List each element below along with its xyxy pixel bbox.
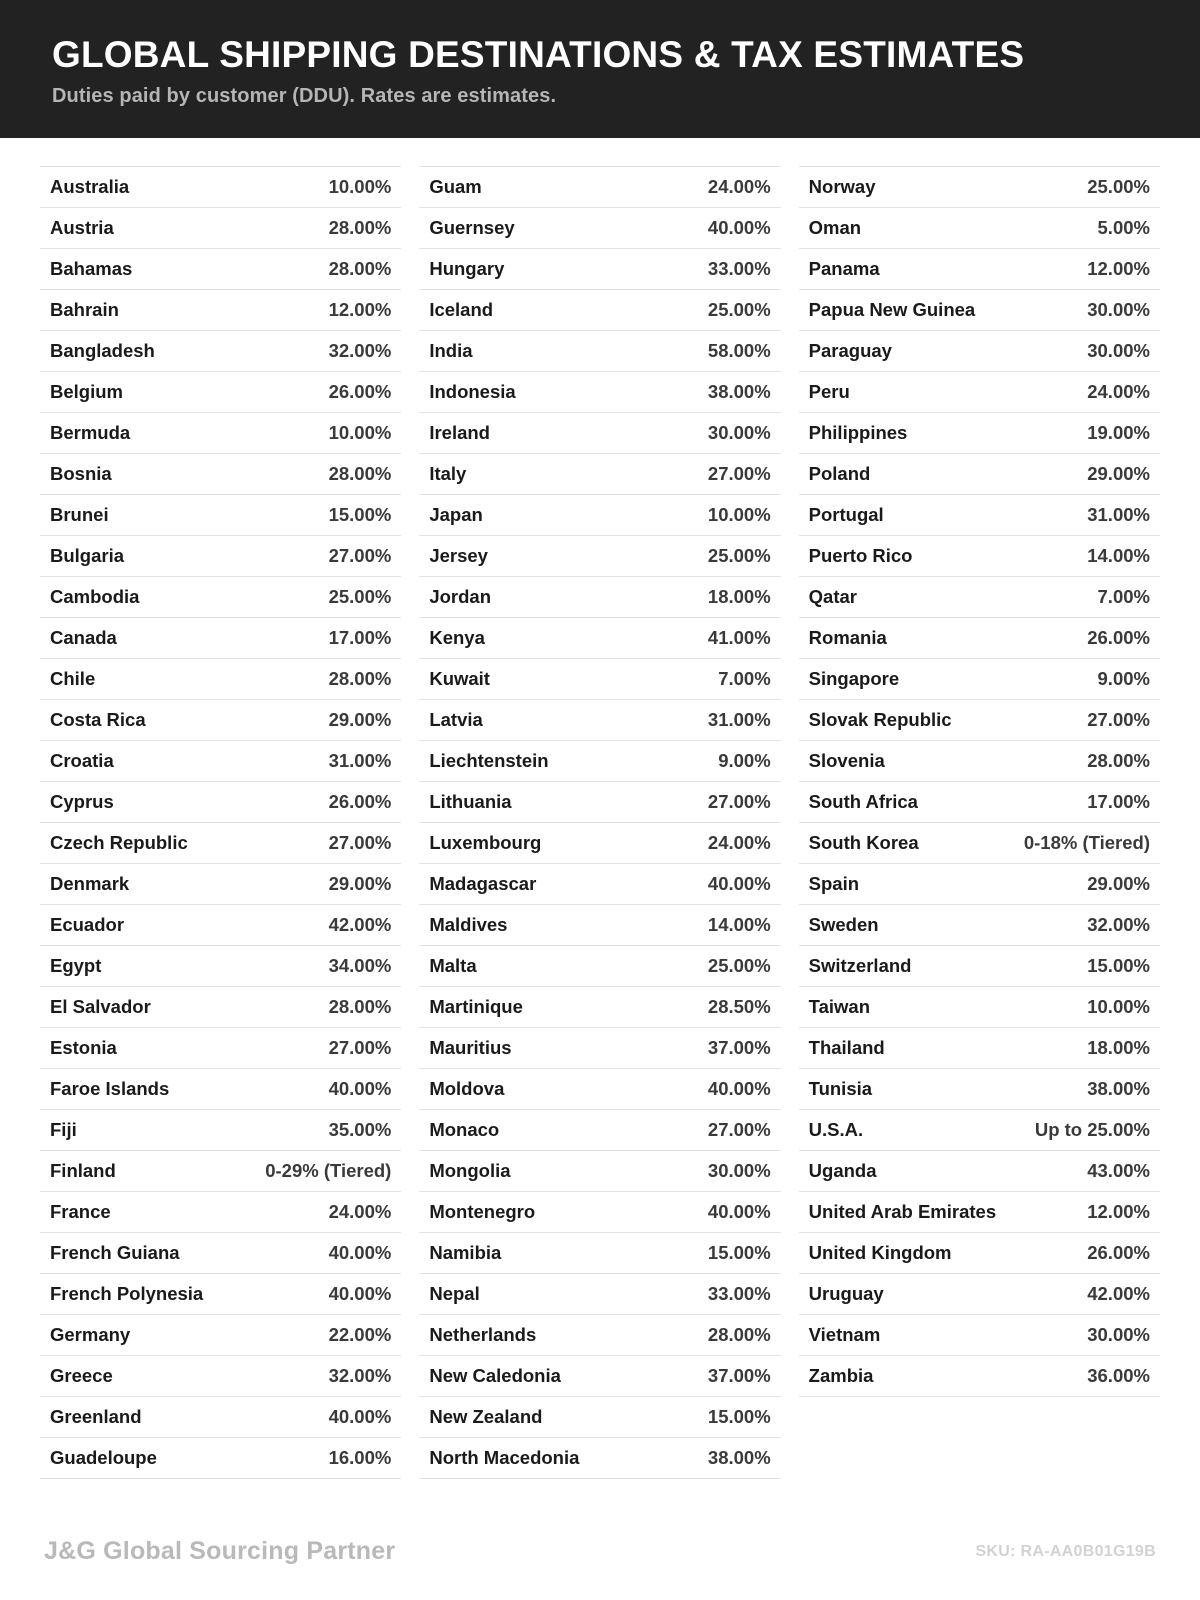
- tax-rate: 58.00%: [707, 340, 771, 362]
- tax-rate: 25.00%: [707, 545, 771, 567]
- page-footer: [0, 1519, 1200, 1600]
- tax-rate: 25.00%: [1087, 176, 1150, 198]
- country-name: Mongolia: [429, 1160, 511, 1182]
- tax-rate: 27.00%: [328, 1037, 392, 1059]
- table-row: [40, 782, 401, 823]
- country-name: Faroe Islands: [50, 1078, 170, 1100]
- country-name: Ireland: [429, 422, 490, 444]
- country-name: Lithuania: [429, 791, 512, 813]
- table-row: [40, 1274, 401, 1315]
- table-row: [40, 1315, 401, 1356]
- table-row: [419, 372, 780, 413]
- table-row: [799, 1274, 1160, 1315]
- country-name: Cambodia: [50, 586, 140, 608]
- tax-rate: 43.00%: [1087, 1160, 1150, 1182]
- table-row: [799, 1192, 1160, 1233]
- table-row: [799, 659, 1160, 700]
- tax-rate: 14.00%: [707, 914, 771, 936]
- country-name: Papua New Guinea: [808, 299, 976, 321]
- country-name: Chile: [50, 668, 96, 690]
- tax-rate: 17.00%: [328, 627, 392, 649]
- table-row: [419, 864, 780, 905]
- tax-rate: 38.00%: [707, 381, 771, 403]
- country-name: Brunei: [50, 504, 109, 526]
- country-name: United Kingdom: [808, 1242, 952, 1264]
- tax-rate: 22.00%: [328, 1324, 392, 1346]
- country-name: Germany: [50, 1324, 131, 1346]
- tax-rate: 27.00%: [328, 545, 392, 567]
- country-name: Slovenia: [808, 750, 885, 772]
- tax-rate: 28.00%: [1087, 750, 1150, 772]
- tax-rate: 9.00%: [718, 750, 771, 772]
- country-name: Nepal: [429, 1283, 480, 1305]
- country-name: Kenya: [429, 627, 485, 649]
- country-name: Costa Rica: [50, 709, 146, 731]
- table-row: [799, 1356, 1160, 1397]
- country-name: Finland: [50, 1160, 116, 1182]
- tax-rate: 28.50%: [707, 996, 771, 1018]
- tax-rate: 28.00%: [328, 217, 392, 239]
- tax-rate: 24.00%: [328, 1201, 392, 1223]
- country-name: Austria: [50, 217, 114, 239]
- tax-rate: 10.00%: [707, 504, 771, 526]
- country-name: Thailand: [808, 1037, 885, 1059]
- tax-rate: 30.00%: [707, 422, 771, 444]
- tax-rate: 32.00%: [1087, 914, 1150, 936]
- tax-rate: 0-29% (Tiered): [265, 1160, 392, 1182]
- table-row: [799, 454, 1160, 495]
- tax-rate: 15.00%: [328, 504, 392, 526]
- table-row: [40, 249, 401, 290]
- tax-rate: 38.00%: [707, 1447, 771, 1469]
- country-name: Qatar: [808, 586, 857, 608]
- tax-rate: 12.00%: [1087, 1201, 1150, 1223]
- rates-column: [419, 166, 780, 1479]
- table-row: [419, 331, 780, 372]
- tax-rate: 32.00%: [328, 340, 392, 362]
- country-name: Slovak Republic: [808, 709, 952, 731]
- tax-rate: 30.00%: [1087, 299, 1150, 321]
- country-name: Kuwait: [429, 668, 490, 690]
- table-row: [419, 1069, 780, 1110]
- country-name: Spain: [808, 873, 860, 895]
- country-name: Bulgaria: [50, 545, 125, 567]
- tax-rate: 18.00%: [707, 586, 771, 608]
- country-name: South Africa: [808, 791, 918, 813]
- tax-rate: 29.00%: [328, 873, 392, 895]
- tax-rate: 27.00%: [1087, 709, 1150, 731]
- table-row: [799, 495, 1160, 536]
- tax-rate: 31.00%: [1087, 504, 1150, 526]
- tax-rate: 10.00%: [328, 422, 392, 444]
- country-name: Puerto Rico: [808, 545, 913, 567]
- table-row: [419, 987, 780, 1028]
- table-row: [40, 618, 401, 659]
- table-row: [40, 1356, 401, 1397]
- table-row: [419, 618, 780, 659]
- tax-rate: 29.00%: [328, 709, 392, 731]
- country-name: South Korea: [808, 832, 919, 854]
- tax-rate: 7.00%: [718, 668, 771, 690]
- table-row: [40, 1069, 401, 1110]
- tax-rate: 34.00%: [328, 955, 392, 977]
- country-name: Croatia: [50, 750, 114, 772]
- country-name: Poland: [808, 463, 871, 485]
- table-row: [799, 905, 1160, 946]
- country-name: Canada: [50, 627, 117, 649]
- tax-rate: 26.00%: [328, 381, 392, 403]
- tax-rate: 24.00%: [707, 832, 771, 854]
- country-name: Liechtenstein: [429, 750, 549, 772]
- country-name: United Arab Emirates: [808, 1201, 997, 1223]
- tax-rate: 5.00%: [1097, 217, 1150, 239]
- table-row: [40, 1233, 401, 1274]
- table-row: [40, 331, 401, 372]
- tax-rate: 29.00%: [1087, 463, 1150, 485]
- tax-rate: 42.00%: [1087, 1283, 1150, 1305]
- tax-rate: 28.00%: [328, 668, 392, 690]
- table-row: [419, 208, 780, 249]
- table-row: [40, 905, 401, 946]
- tax-rate: 27.00%: [707, 791, 771, 813]
- country-name: Sweden: [808, 914, 879, 936]
- country-name: Guam: [429, 176, 482, 198]
- tax-rate: 28.00%: [707, 1324, 771, 1346]
- country-name: Madagascar: [429, 873, 537, 895]
- country-name: Switzerland: [808, 955, 912, 977]
- country-name: Taiwan: [808, 996, 870, 1018]
- table-row: [419, 1233, 780, 1274]
- table-row: [799, 864, 1160, 905]
- country-name: French Guiana: [50, 1242, 180, 1264]
- tax-rate: 10.00%: [1087, 996, 1150, 1018]
- country-name: New Zealand: [429, 1406, 543, 1428]
- tax-rate: 40.00%: [707, 1201, 771, 1223]
- table-row: [419, 1438, 780, 1479]
- table-row: [419, 1192, 780, 1233]
- country-name: Singapore: [808, 668, 900, 690]
- table-row: [40, 372, 401, 413]
- table-row: [40, 495, 401, 536]
- table-row: [40, 700, 401, 741]
- tax-rate: 31.00%: [707, 709, 771, 731]
- tax-rate: 30.00%: [1087, 340, 1150, 362]
- table-row: [799, 987, 1160, 1028]
- country-name: Bermuda: [50, 422, 131, 444]
- table-row: [40, 1438, 401, 1479]
- page-title: GLOBAL SHIPPING DESTINATIONS & TAX ESTIMATES: [52, 34, 1025, 75]
- tax-rate: Up to 25.00%: [1034, 1119, 1150, 1141]
- table-row: [799, 1233, 1160, 1274]
- footer-sku: SKU: RA-AA0B01G19B: [975, 1543, 1156, 1560]
- tax-rate: 16.00%: [328, 1447, 392, 1469]
- table-row: [40, 823, 401, 864]
- country-name: Iceland: [429, 299, 494, 321]
- tax-rate: 40.00%: [328, 1406, 392, 1428]
- table-row: [799, 249, 1160, 290]
- table-row: [419, 700, 780, 741]
- table-row: [40, 454, 401, 495]
- tax-rate: 24.00%: [707, 176, 771, 198]
- tax-rate: 12.00%: [1087, 258, 1150, 280]
- country-name: Czech Republic: [50, 832, 188, 854]
- table-row: [799, 536, 1160, 577]
- tax-rate: 35.00%: [328, 1119, 392, 1141]
- country-name: Maldives: [429, 914, 508, 936]
- table-row: [419, 905, 780, 946]
- tax-rate: 29.00%: [1087, 873, 1150, 895]
- table-row: [419, 536, 780, 577]
- tax-rate: 26.00%: [328, 791, 392, 813]
- table-row: [419, 1315, 780, 1356]
- country-name: Martinique: [429, 996, 523, 1018]
- tax-rate: 42.00%: [328, 914, 392, 936]
- country-name: Vietnam: [808, 1324, 881, 1346]
- tax-rate: 25.00%: [328, 586, 392, 608]
- table-row: [419, 1110, 780, 1151]
- table-row: [40, 987, 401, 1028]
- country-name: Belgium: [50, 381, 123, 403]
- rates-column: [40, 166, 401, 1479]
- tax-rate: 38.00%: [1087, 1078, 1150, 1100]
- table-row: [799, 1110, 1160, 1151]
- table-row: [799, 823, 1160, 864]
- table-row: [799, 741, 1160, 782]
- table-row: [40, 864, 401, 905]
- rates-columns: [40, 166, 1160, 1479]
- country-name: El Salvador: [50, 996, 151, 1018]
- country-name: Latvia: [429, 709, 483, 731]
- country-name: Bahamas: [50, 258, 133, 280]
- table-row: [40, 208, 401, 249]
- country-name: Philippines: [808, 422, 908, 444]
- tax-rate: 28.00%: [328, 258, 392, 280]
- country-name: Monaco: [429, 1119, 500, 1141]
- country-name: French Polynesia: [50, 1283, 204, 1305]
- table-row: [799, 946, 1160, 987]
- country-name: Peru: [808, 381, 850, 403]
- tax-rate: 40.00%: [707, 873, 771, 895]
- tax-rate: 28.00%: [328, 463, 392, 485]
- country-name: Oman: [808, 217, 862, 239]
- country-name: Montenegro: [429, 1201, 536, 1223]
- tax-rate: 27.00%: [328, 832, 392, 854]
- table-row: [419, 1356, 780, 1397]
- tax-rate: 27.00%: [707, 1119, 771, 1141]
- country-name: Netherlands: [429, 1324, 537, 1346]
- tax-rate: 9.00%: [1097, 668, 1150, 690]
- country-name: Namibia: [429, 1242, 502, 1264]
- table-row: [40, 946, 401, 987]
- tax-rate: 14.00%: [1087, 545, 1150, 567]
- country-name: Greece: [50, 1365, 113, 1387]
- tax-rate: 36.00%: [1087, 1365, 1150, 1387]
- country-name: Estonia: [50, 1037, 117, 1059]
- table-row: [419, 782, 780, 823]
- table-row: [799, 1151, 1160, 1192]
- country-name: Egypt: [50, 955, 102, 977]
- table-row: [799, 1315, 1160, 1356]
- page-subtitle: Duties paid by customer (DDU). Rates are estimates.: [52, 85, 557, 108]
- country-name: New Caledonia: [429, 1365, 561, 1387]
- table-row: [40, 413, 401, 454]
- country-name: Norway: [808, 176, 876, 198]
- tax-rate: 26.00%: [1087, 1242, 1150, 1264]
- tax-rate: 26.00%: [1087, 627, 1150, 649]
- country-name: Guernsey: [429, 217, 515, 239]
- tax-rate: 28.00%: [328, 996, 392, 1018]
- table-row: [40, 577, 401, 618]
- table-row: [419, 290, 780, 331]
- country-name: Portugal: [808, 504, 884, 526]
- table-row: [799, 372, 1160, 413]
- table-row: [799, 166, 1160, 208]
- table-row: [40, 536, 401, 577]
- rates-content: [0, 138, 1200, 1519]
- country-name: India: [429, 340, 473, 362]
- tax-rate: 10.00%: [328, 176, 392, 198]
- tax-rate: 15.00%: [1087, 955, 1150, 977]
- tax-rate: 33.00%: [707, 1283, 771, 1305]
- country-name: Bosnia: [50, 463, 112, 485]
- tax-rate: 18.00%: [1087, 1037, 1150, 1059]
- tax-rate: 40.00%: [328, 1242, 392, 1264]
- country-name: Zambia: [808, 1365, 874, 1387]
- tax-rate: 17.00%: [1087, 791, 1150, 813]
- tax-rate: 0-18% (Tiered): [1023, 832, 1150, 854]
- tax-rate: 25.00%: [707, 299, 771, 321]
- country-name: Japan: [429, 504, 483, 526]
- country-name: Australia: [50, 176, 130, 198]
- table-row: [799, 782, 1160, 823]
- country-name: Malta: [429, 955, 477, 977]
- country-name: Mauritius: [429, 1037, 512, 1059]
- table-row: [40, 659, 401, 700]
- tax-rate: 15.00%: [707, 1242, 771, 1264]
- tax-rate: 37.00%: [707, 1037, 771, 1059]
- table-row: [40, 741, 401, 782]
- table-row: [419, 577, 780, 618]
- rates-column: [799, 166, 1160, 1397]
- table-row: [419, 454, 780, 495]
- country-name: Fiji: [50, 1119, 77, 1141]
- table-row: [40, 1397, 401, 1438]
- table-row: [799, 577, 1160, 618]
- country-name: Ecuador: [50, 914, 125, 936]
- table-row: [799, 1028, 1160, 1069]
- tax-rate: 37.00%: [707, 1365, 771, 1387]
- country-name: Bangladesh: [50, 340, 155, 362]
- table-row: [419, 1028, 780, 1069]
- country-name: Paraguay: [808, 340, 892, 362]
- table-row: [419, 249, 780, 290]
- table-row: [799, 1069, 1160, 1110]
- table-row: [40, 290, 401, 331]
- table-row: [40, 1151, 401, 1192]
- table-row: [419, 413, 780, 454]
- tax-rate: 19.00%: [1087, 422, 1150, 444]
- tax-rate: 30.00%: [707, 1160, 771, 1182]
- table-row: [419, 166, 780, 208]
- country-name: Uruguay: [808, 1283, 884, 1305]
- tax-rate: 15.00%: [707, 1406, 771, 1428]
- country-name: Panama: [808, 258, 880, 280]
- tax-rate: 32.00%: [328, 1365, 392, 1387]
- table-row: [40, 1110, 401, 1151]
- tax-rate: 33.00%: [707, 258, 771, 280]
- country-name: North Macedonia: [429, 1447, 580, 1469]
- country-name: Jersey: [429, 545, 488, 567]
- tax-rate: 40.00%: [707, 1078, 771, 1100]
- table-row: [799, 208, 1160, 249]
- table-row: [799, 290, 1160, 331]
- country-name: Uganda: [808, 1160, 877, 1182]
- country-name: U.S.A.: [808, 1119, 864, 1141]
- country-name: Cyprus: [50, 791, 114, 813]
- country-name: Italy: [429, 463, 467, 485]
- table-row: [419, 1397, 780, 1438]
- footer-brand: J&G Global Sourcing Partner: [44, 1537, 396, 1565]
- table-row: [40, 1192, 401, 1233]
- tax-rate: 31.00%: [328, 750, 392, 772]
- table-row: [419, 659, 780, 700]
- tax-rate: 12.00%: [328, 299, 392, 321]
- country-name: Hungary: [429, 258, 505, 280]
- country-name: Guadeloupe: [50, 1447, 157, 1469]
- table-row: [419, 495, 780, 536]
- tax-rate: 40.00%: [707, 217, 771, 239]
- tax-rate: 40.00%: [328, 1078, 392, 1100]
- table-row: [419, 1274, 780, 1315]
- country-name: Bahrain: [50, 299, 119, 321]
- table-row: [799, 618, 1160, 659]
- tax-rate: 7.00%: [1097, 586, 1150, 608]
- table-row: [799, 413, 1160, 454]
- country-name: Greenland: [50, 1406, 142, 1428]
- table-row: [799, 700, 1160, 741]
- country-name: Indonesia: [429, 381, 516, 403]
- country-name: Romania: [808, 627, 887, 649]
- country-name: Moldova: [429, 1078, 505, 1100]
- country-name: Luxembourg: [429, 832, 542, 854]
- table-row: [40, 1028, 401, 1069]
- country-name: Jordan: [429, 586, 492, 608]
- country-name: Denmark: [50, 873, 130, 895]
- country-name: Tunisia: [808, 1078, 873, 1100]
- table-row: [419, 946, 780, 987]
- table-row: [419, 741, 780, 782]
- table-row: [419, 1151, 780, 1192]
- page-header: [0, 0, 1200, 138]
- country-name: France: [50, 1201, 111, 1223]
- table-row: [419, 823, 780, 864]
- tax-rate: 41.00%: [707, 627, 771, 649]
- tax-rate: 40.00%: [328, 1283, 392, 1305]
- tax-rate: 27.00%: [707, 463, 771, 485]
- tax-rate: 30.00%: [1087, 1324, 1150, 1346]
- tax-rate: 24.00%: [1087, 381, 1150, 403]
- table-row: [40, 166, 401, 208]
- table-row: [799, 331, 1160, 372]
- tax-rate: 25.00%: [707, 955, 771, 977]
